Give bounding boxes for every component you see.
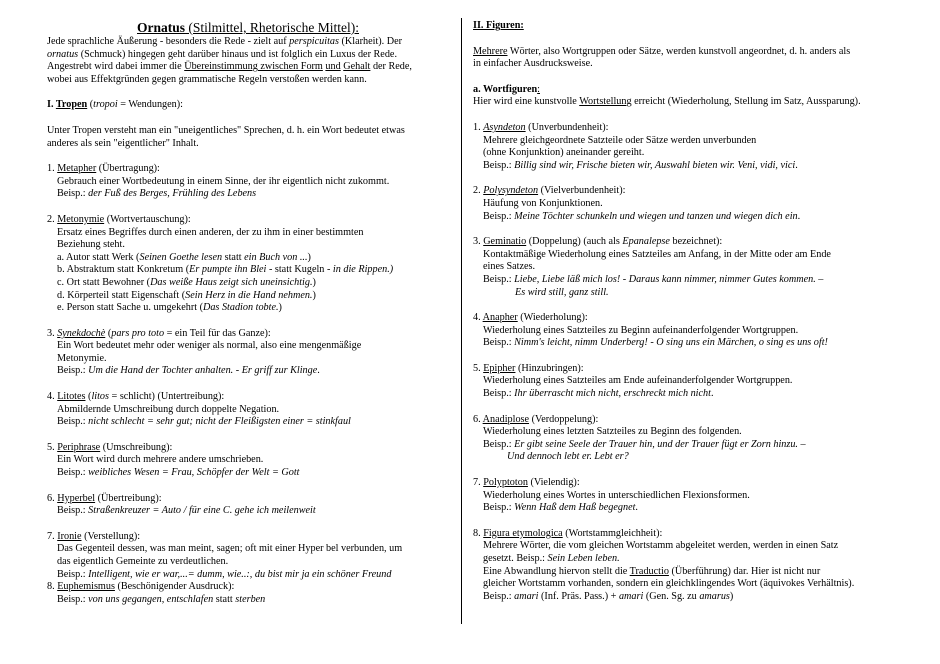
spacer — [47, 429, 449, 442]
right-body — [473, 20, 905, 603]
text-segment: Asyndeton — [483, 121, 526, 133]
wortfiguren-intro-line — [473, 96, 905, 109]
tropen-intro-line — [47, 138, 449, 151]
text-segment: 4. — [47, 391, 58, 403]
list-item — [47, 442, 449, 480]
text-segment: b. Abstraktum statt Konkretum ( — [57, 264, 190, 276]
intro-line — [47, 49, 449, 62]
text-segment: - statt Kugeln - — [266, 264, 333, 276]
item-heading — [47, 493, 449, 506]
item-line — [47, 365, 449, 378]
text-segment: (Verstellung): — [81, 530, 141, 542]
text-segment: Beisp.: — [483, 590, 515, 602]
text-segment: Seinen Goethe lesen — [139, 251, 223, 263]
item-line — [47, 239, 449, 252]
item-line — [47, 290, 449, 303]
list-item — [47, 328, 449, 378]
text-segment: II. Figuren: — [473, 20, 524, 31]
item-line — [47, 505, 449, 518]
text-segment: in die Rippen.) — [332, 264, 394, 276]
text-segment: Wiederholung eines letzten Satzteiles zu Beginn des folgenden. — [483, 426, 742, 438]
text-segment: von uns gegangen, entschlafen — [88, 593, 214, 605]
spacer — [473, 515, 905, 528]
text-segment: Das Stadion tobte. — [202, 302, 279, 314]
item-line — [473, 287, 905, 300]
text-segment: Metonymie — [57, 213, 105, 225]
item-line — [473, 490, 905, 503]
text-segment: e. Person statt Sache u. umgekehrt ( — [57, 302, 203, 314]
text-segment: Beisp.: — [483, 210, 515, 222]
spacer — [47, 518, 449, 531]
title-main: Ornatus — [137, 20, 186, 35]
text-segment: gleicher Wortstamm vorhanden, sondern ein gleichklingendes Wort (äquivokes Verhältnis). — [483, 578, 855, 590]
text-segment: ) — [312, 289, 316, 301]
item-line — [47, 569, 449, 582]
text-segment: Beisp.: — [57, 593, 89, 605]
text-segment: Geminatio — [483, 236, 527, 248]
text-segment: sterben — [235, 593, 266, 605]
item-line — [47, 404, 449, 417]
text-segment: litos — [91, 391, 109, 403]
list-item — [47, 493, 449, 518]
text-segment: amarus — [699, 590, 730, 602]
item-heading — [47, 163, 449, 176]
text-segment: Billig sind wir, Frische bieten wir, Auswahl bieten wir. Veni, vidi, vici — [514, 159, 796, 171]
text-segment: ein Buch von ... — [244, 251, 308, 263]
text-segment: anderes als sein "eigentlicher" Inhalt. — [47, 137, 199, 149]
text-segment: das eigentlich Gemeinte zu verdeutlichen. — [57, 556, 229, 567]
spacer — [473, 401, 905, 414]
list-item — [473, 236, 905, 299]
text-segment: Ihr überrascht mich nicht, erschreckt mich nicht — [514, 388, 711, 400]
text-segment: Beisp.: — [57, 568, 89, 580]
text-segment: Nimm's leicht, nimm Underberg! - O sing uns ein Märchen, o sing es uns oft! — [514, 337, 828, 349]
text-segment: nicht schlecht = sehr gut; nicht der Fleißigsten einer = stinkfaul — [88, 416, 351, 428]
text-segment: (Doppelung) (auch als — [526, 236, 623, 248]
text-segment: (Unverbundenheit): — [525, 121, 609, 133]
text-segment: 3. — [473, 236, 484, 248]
item-line — [47, 556, 449, 569]
item-line — [473, 439, 905, 452]
item-line — [47, 277, 449, 290]
text-segment: 8. — [47, 581, 58, 593]
text-segment: (Inf. Präs. Pass.) + — [538, 590, 619, 602]
right-column — [473, 20, 905, 603]
text-segment: wobei aus Effektgründen gegen grammatische Regeln verstoßen werden kann. — [47, 73, 367, 85]
list-item — [47, 163, 449, 201]
text-segment: tropoi — [93, 99, 118, 111]
item-line — [473, 198, 905, 211]
text-segment: Anapher — [482, 312, 518, 324]
text-segment: (Schmuck) hingegen geht darüber hinaus und ist folglich ein Luxus der Rede. — [78, 48, 397, 60]
spacer — [473, 299, 905, 312]
text-segment: Metonymie. — [57, 352, 107, 364]
text-segment: 5. — [473, 362, 484, 374]
text-segment: Epanalepse — [622, 236, 670, 248]
item-line — [473, 337, 905, 350]
text-segment: Gehalt — [343, 61, 371, 73]
text-segment: der Rede, — [370, 61, 412, 73]
text-segment: Anadiplose — [482, 413, 530, 425]
intro-line — [47, 61, 449, 74]
text-segment: Beisp.: — [57, 365, 89, 377]
page-title — [47, 20, 449, 36]
text-segment: 7. — [473, 477, 484, 489]
item-line — [473, 147, 905, 160]
text-segment: 2. — [473, 185, 484, 197]
item-line — [473, 566, 905, 579]
text-segment: Traductio — [629, 565, 669, 577]
text-segment: Ironie — [57, 530, 82, 542]
item-line — [473, 261, 905, 274]
list-item — [47, 531, 449, 581]
text-segment: Hyperbel — [57, 492, 96, 504]
text-segment: Es wird still, ganz still. — [515, 286, 609, 298]
text-segment: Beisp.: — [483, 502, 515, 514]
text-segment: Beziehung steht. — [57, 239, 125, 251]
item-heading — [47, 328, 449, 341]
text-segment: ) — [307, 251, 311, 263]
item-line — [47, 594, 449, 607]
text-segment: eines Satzes. — [483, 261, 536, 273]
text-segment: a. Wortfiguren — [473, 83, 538, 95]
text-segment: Übereinstimmung zwischen Form — [184, 61, 323, 73]
text-segment: ornatus — [47, 48, 79, 60]
text-segment: Hier wird eine kunstvolle — [473, 96, 580, 108]
item-line — [473, 249, 905, 262]
list-item — [473, 528, 905, 604]
text-segment: Straßenkreuzer = Auto / für eine C. gehe ich meilenweit — [88, 505, 316, 517]
text-segment: Polyptoton — [483, 477, 528, 489]
intro-line — [47, 36, 449, 49]
item-heading — [473, 414, 905, 427]
text-segment: Und dennoch lebt er. Lebt er? — [507, 451, 629, 463]
text-segment: = schlicht) (Untertreibung): — [109, 391, 225, 403]
text-segment: statt — [222, 251, 245, 263]
item-line — [473, 578, 905, 591]
text-segment: Beisp.: — [57, 467, 89, 479]
text-segment: Jede sprachliche Äußerung - besonders die Rede - zielt auf — [47, 36, 290, 47]
text-segment: (Beschönigender Ausdruck): — [114, 581, 235, 593]
item-line — [47, 416, 449, 429]
text-segment: Wiederholung eines Satzteiles am Ende aufeinanderfolgender Wortgruppen. — [483, 375, 793, 387]
text-segment: Beisp.: — [483, 388, 515, 400]
item-line — [473, 591, 905, 604]
list-item — [47, 391, 449, 429]
item-line — [473, 160, 905, 173]
item-line — [473, 426, 905, 439]
item-line — [47, 353, 449, 366]
text-segment: Litotes — [57, 391, 86, 403]
item-line — [47, 252, 449, 265]
text-segment: pars pro toto — [111, 327, 165, 339]
item-heading — [473, 185, 905, 198]
section-heading-figuren — [473, 20, 905, 33]
text-segment: (Klarheit). Der — [338, 36, 403, 47]
text-segment: (ohne Konjunktion) aneinander gereiht. — [483, 147, 645, 159]
figuren-intro-line — [473, 58, 905, 71]
text-segment: (Hinzubringen): — [515, 362, 584, 374]
text-segment: Um die Hand der Tochter anhalten. - Er griff zur Klinge — [88, 365, 318, 377]
text-segment: : — [537, 83, 540, 95]
item-heading — [47, 581, 449, 594]
section-heading-tropen — [47, 99, 449, 112]
text-segment: Das Gegenteil dessen, was man meint, sagen; oft mit einer Hyper bel verbunden, um — [57, 543, 403, 555]
text-segment: ( — [105, 327, 112, 339]
text-segment: Beisp.: — [483, 337, 515, 349]
text-segment: Beisp.: — [57, 505, 89, 517]
text-segment: (Verdoppelung): — [529, 413, 599, 425]
spacer — [473, 464, 905, 477]
text-segment: (Wiederholung): — [517, 312, 588, 324]
text-segment: 1. — [47, 163, 58, 175]
text-segment: ) — [278, 302, 282, 314]
text-segment: 7. — [47, 530, 58, 542]
item-heading — [473, 236, 905, 249]
spacer — [473, 172, 905, 185]
item-line — [473, 375, 905, 388]
text-segment: Häufung von Konjunktionen. — [483, 197, 603, 209]
text-segment: 2. — [47, 213, 58, 225]
text-segment: Wörter, also Wortgruppen oder Sätze, werden kunstvoll angeordnet, d. h. anders als — [507, 45, 851, 57]
item-heading — [47, 214, 449, 227]
text-segment: . — [795, 159, 798, 171]
text-segment: 3. — [47, 327, 58, 339]
item-line — [47, 188, 449, 201]
text-segment: Euphemismus — [57, 581, 115, 593]
item-line — [473, 388, 905, 401]
text-segment: d. Körperteil statt Eigenschaft ( — [57, 289, 186, 301]
text-segment: Beisp.: — [57, 416, 89, 428]
spacer — [473, 109, 905, 122]
list-item — [473, 477, 905, 515]
item-line — [473, 325, 905, 338]
text-segment: Wiederholung eines Wortes in unterschiedlichen Flexionsformen. — [483, 489, 750, 501]
list-item — [473, 414, 905, 464]
text-segment: Ersatz eines Begriffes durch einen anderen, der zu ihm in einer bestimmten — [57, 226, 364, 238]
text-segment: Liebe, Liebe läß mich los! - Daraus kann nimmer, nimmer Gutes kommen. – — [514, 273, 824, 285]
text-segment: . — [710, 388, 714, 400]
item-line — [473, 502, 905, 515]
spacer — [473, 223, 905, 236]
list-item — [473, 363, 905, 401]
item-heading — [473, 122, 905, 135]
text-segment: Beisp.: — [483, 438, 515, 450]
spacer — [47, 201, 449, 214]
text-segment: gesetzt. Beisp.: — [483, 553, 548, 564]
text-segment: Angestrebt wird dabei immer die — [47, 61, 185, 73]
text-segment: Epipher — [483, 362, 516, 374]
column-divider — [461, 18, 462, 624]
text-segment: Figura etymologica — [483, 527, 563, 539]
text-segment: 4. — [473, 312, 483, 324]
text-segment: I. — [47, 99, 56, 111]
text-segment: Beisp.: — [57, 188, 89, 200]
text-segment: erreicht (Wiederholung, Stellung im Satz, Aussparung). — [631, 96, 861, 108]
text-segment: ( — [85, 391, 92, 403]
spacer — [473, 33, 905, 46]
text-segment: Wortstellung — [579, 96, 632, 108]
text-segment: Tropen — [55, 99, 88, 111]
list-item — [47, 581, 449, 606]
item-heading — [473, 363, 905, 376]
text-segment: und — [325, 61, 341, 73]
text-segment: Intelligent, wie er war,...= dumm, wie..:, du bist mir ja ein schöner Freund — [88, 568, 392, 580]
spacer — [473, 71, 905, 84]
text-segment: ) — [729, 590, 734, 602]
text-segment: Ein Wort bedeutet mehr oder weniger als normal, also eine mengenmäßige — [57, 340, 362, 352]
list-item — [473, 122, 905, 172]
text-segment: Polysyndeton — [483, 185, 539, 197]
item-line — [473, 540, 905, 553]
item-line — [47, 543, 449, 556]
item-heading — [473, 312, 905, 325]
figuren-intro-line — [473, 46, 905, 59]
item-heading — [473, 528, 905, 541]
text-segment: 8. — [473, 527, 484, 539]
text-segment: Periphrase — [57, 441, 101, 453]
text-segment: (Übertreibung): — [95, 492, 162, 504]
text-segment: . — [317, 365, 320, 377]
text-segment: (Übertragung): — [96, 163, 160, 175]
text-segment: c. Ort statt Bewohner ( — [57, 276, 151, 288]
item-line — [47, 454, 449, 467]
text-segment: statt — [213, 593, 236, 605]
text-segment: ( — [87, 99, 94, 111]
text-segment: Wenn Haß dem Haß begegnet — [514, 502, 636, 514]
spacer — [47, 315, 449, 328]
spacer — [47, 378, 449, 391]
text-segment: Mehrere Wörter, die vom gleichen Wortstamm abgeleitet werden, werden in einen Satz — [483, 540, 839, 552]
title-sub: (Stilmittel, Rhetorische Mittel): — [185, 20, 359, 35]
text-segment: Metapher — [57, 163, 97, 175]
text-segment: Mehrere — [473, 45, 508, 57]
item-line — [47, 340, 449, 353]
text-segment: ) — [312, 276, 316, 288]
item-line — [47, 227, 449, 240]
text-segment: Sein Leben leben. — [547, 553, 620, 564]
spacer — [473, 350, 905, 363]
text-segment: Mehrere gleichgeordnete Satzteile oder Sätze werden unverbunden — [483, 134, 757, 146]
text-segment: Kontaktmäßige Wiederholung eines Satzteiles am Anfang, in der Mitte oder am Ende — [483, 248, 831, 260]
item-line — [47, 176, 449, 189]
text-segment: (Gen. Sg. zu — [643, 590, 700, 602]
item-line — [473, 211, 905, 224]
text-segment: amari — [618, 590, 644, 602]
text-segment: Beisp.: — [483, 273, 515, 285]
item-line — [47, 302, 449, 315]
text-segment: a. Autor statt Werk ( — [57, 251, 140, 263]
text-segment: bezeichnet): — [669, 236, 723, 248]
tropen-intro-line — [47, 125, 449, 138]
text-segment: 5. — [47, 441, 58, 453]
text-segment: amari — [514, 590, 539, 602]
text-segment: . — [635, 502, 638, 514]
text-segment: Gebrauch einer Wortbedeutung in einem Sinne, der ihr eigentlich nicht zukommt. — [57, 175, 390, 187]
intro-line — [47, 74, 449, 87]
item-heading — [47, 442, 449, 455]
left-body — [47, 36, 449, 606]
list-item — [473, 185, 905, 223]
item-heading — [473, 477, 905, 490]
text-segment: Das weiße Haus zeigt sich uneinsichtig. — [150, 276, 313, 288]
text-segment: Synekdochè — [57, 327, 106, 339]
text-segment: (Umschreibung): — [100, 441, 173, 453]
text-segment: Sein Herz in die Hand nehmen. — [185, 289, 313, 301]
spacer — [47, 150, 449, 163]
item-heading — [47, 391, 449, 404]
left-column — [47, 20, 449, 606]
text-segment: = Wendungen): — [117, 99, 183, 111]
subsection-heading-wortfiguren — [473, 84, 905, 97]
text-segment: = ein Teil für das Ganze): — [164, 327, 271, 339]
text-segment: 1. — [473, 121, 484, 133]
text-segment: (Überführung) dar. Hier ist nicht nur — [668, 565, 821, 577]
item-line — [473, 274, 905, 287]
text-segment: 6. — [473, 413, 483, 425]
text-segment: Unter Tropen versteht man ein "uneigentliches" Sprechen, d. h. ein Wort bedeutet etwas — [47, 124, 405, 136]
item-line — [473, 451, 905, 464]
item-line — [473, 553, 905, 566]
text-segment: Abmildernde Umschreibung durch doppelte Negation. — [57, 403, 280, 415]
text-segment: (Vielverbundenheit): — [538, 185, 626, 197]
text-segment: (Wortstammgleichheit): — [562, 527, 663, 539]
text-segment: Eine Abwandlung hiervon stellt die — [483, 565, 630, 577]
item-line — [473, 135, 905, 148]
text-segment: Wiederholung eines Satzteiles zu Beginn aufeinanderfolgender Wortgruppen. — [483, 324, 799, 336]
text-segment: weibliches Wesen = Frau, Schöpfer der Welt = Gott — [88, 467, 300, 479]
item-heading — [47, 531, 449, 544]
text-segment: Beisp.: — [483, 159, 515, 171]
item-line — [47, 467, 449, 480]
text-segment: Er pumpte ihn Blei — [189, 264, 267, 276]
text-segment: (Wortvertauschung): — [104, 213, 191, 225]
text-segment: perspicuitas — [289, 36, 339, 47]
spacer — [47, 480, 449, 493]
spacer — [47, 112, 449, 125]
item-line — [47, 264, 449, 277]
text-segment: der Fuß des Berges, Frühling des Lebens — [88, 188, 257, 200]
text-segment: . — [797, 210, 801, 222]
spacer — [47, 86, 449, 99]
text-segment: (Vielendig): — [527, 477, 580, 489]
text-segment: 6. — [47, 492, 58, 504]
text-segment: Er gibt seine Seele der Trauer hin, und der Trauer fügt er Zorn hinzu. – — [514, 438, 806, 450]
list-item — [473, 312, 905, 350]
list-item — [47, 214, 449, 315]
text-segment: Meine Töchter schunkeln und wiegen und tanzen und wiegen dich ein — [514, 210, 798, 222]
text-segment: Ein Wort wird durch mehrere andere umschrieben. — [57, 454, 264, 466]
text-segment: in einfacher Ausdrucksweise. — [473, 58, 593, 70]
